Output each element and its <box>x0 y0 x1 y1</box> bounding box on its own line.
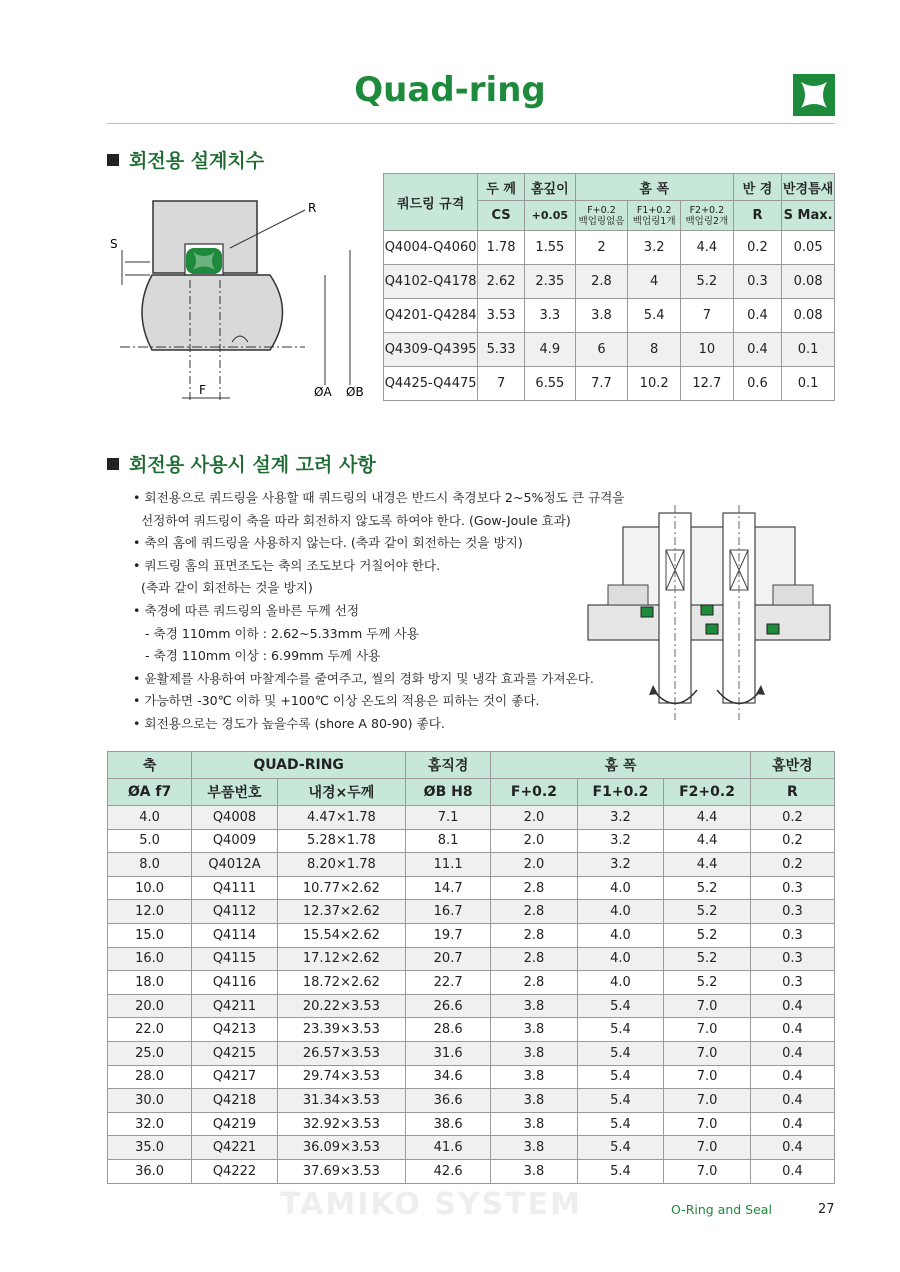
table-cell: 26.57×3.53 <box>277 1041 405 1065</box>
table-cell: 3.8 <box>491 1159 577 1183</box>
square-bullet-icon <box>107 458 119 470</box>
table-cell: 2.8 <box>491 900 577 924</box>
title-rule <box>107 123 835 124</box>
col-spec: 쿼드링 규격 <box>384 174 478 231</box>
table-cell: 7.0 <box>664 1159 751 1183</box>
table-cell: 0.2 <box>750 853 834 877</box>
table-cell: 19.7 <box>406 923 491 947</box>
table-cell: 41.6 <box>406 1136 491 1160</box>
list-item: • 축경에 따른 쿼드링의 올바른 두께 선정 <box>133 602 360 618</box>
table-cell: 31.6 <box>406 1041 491 1065</box>
table-cell: Q4221 <box>192 1136 278 1160</box>
col-size: 내경×두께 <box>277 779 405 806</box>
table-cell: 31.34×3.53 <box>277 1089 405 1113</box>
col-thick: 두 께 <box>478 174 525 201</box>
col-f: F+0.2 백업링없음 <box>575 201 628 231</box>
table-cell: Q4004-Q4060 <box>384 231 478 265</box>
table-cell: 3.8 <box>491 1089 577 1113</box>
table-cell: 28.0 <box>108 1065 192 1089</box>
table-cell: 5.4 <box>577 1065 664 1089</box>
table-cell: 3.2 <box>577 853 664 877</box>
col-f1: F1+0.2 백업링1개 <box>628 201 681 231</box>
table-cell: 4.4 <box>664 829 751 853</box>
table-cell: 0.2 <box>750 829 834 853</box>
table-cell: 0.2 <box>733 231 782 265</box>
table-row <box>108 971 835 995</box>
table-cell: 4.0 <box>577 971 664 995</box>
col-f1: F1+0.2 <box>577 779 664 806</box>
table-cell: 16.7 <box>406 900 491 924</box>
table-cell: 4.47×1.78 <box>277 806 405 830</box>
table-cell: 2.8 <box>491 947 577 971</box>
table-row <box>108 1112 835 1136</box>
table-cell: 0.4 <box>750 1065 834 1089</box>
col-gap: 반경틈새 <box>782 174 835 201</box>
table-cell: 15.0 <box>108 923 192 947</box>
table-cell: 29.74×3.53 <box>277 1065 405 1089</box>
table-cell: 4.4 <box>681 231 734 265</box>
table-cell: 0.3 <box>750 947 834 971</box>
table-cell: 23.39×3.53 <box>277 1018 405 1042</box>
table-row <box>108 1041 835 1065</box>
table-cell: 0.6 <box>733 367 782 401</box>
page-title: Quad-ring <box>354 70 546 110</box>
table-cell: 2.8 <box>491 923 577 947</box>
table-cell: 4.9 <box>524 333 575 367</box>
list-item: • 윤활제를 사용하여 마찰계수를 줄여주고, 씰의 경화 방지 및 냉각 효과를 가져온다. <box>133 670 594 686</box>
table-cell: 0.3 <box>733 265 782 299</box>
table-cell: 5.2 <box>681 265 734 299</box>
table-cell: 5.4 <box>577 1159 664 1183</box>
table-cell: 36.09×3.53 <box>277 1136 405 1160</box>
table-cell: 20.22×3.53 <box>277 994 405 1018</box>
table-cell: 4.0 <box>577 876 664 900</box>
table-cell: 7.7 <box>575 367 628 401</box>
label-f: F <box>199 383 206 397</box>
table-cell: 38.6 <box>406 1112 491 1136</box>
table-cell: 28.6 <box>406 1018 491 1042</box>
table-row <box>384 265 835 299</box>
design-dimension-table <box>383 173 835 401</box>
table-cell: 5.4 <box>577 994 664 1018</box>
table-cell: Q4213 <box>192 1018 278 1042</box>
table-cell: Q4218 <box>192 1089 278 1113</box>
list-item: - 축경 110mm 이하 : 2.62~5.33mm 두께 사용 <box>133 625 419 641</box>
table-cell: Q4114 <box>192 923 278 947</box>
label-r: R <box>308 201 317 215</box>
table-row <box>108 1136 835 1160</box>
table-cell: Q4217 <box>192 1065 278 1089</box>
table-cell: 1.55 <box>524 231 575 265</box>
table-cell: 14.7 <box>406 876 491 900</box>
table-cell: 10 <box>681 333 734 367</box>
table-cell: Q4008 <box>192 806 278 830</box>
page-number: 27 <box>818 1202 835 1217</box>
table-cell: 36.6 <box>406 1089 491 1113</box>
table-cell: 7.0 <box>664 1018 751 1042</box>
table-cell: 25.0 <box>108 1041 192 1065</box>
col-part: 부품번호 <box>192 779 278 806</box>
table-cell: 4.0 <box>577 900 664 924</box>
col-cs: CS <box>478 201 525 231</box>
table-row <box>384 367 835 401</box>
table-cell: 5.4 <box>628 299 681 333</box>
col-r: R <box>750 779 834 806</box>
table-cell: 10.77×2.62 <box>277 876 405 900</box>
table-cell: 5.2 <box>664 947 751 971</box>
table-cell: 4.4 <box>664 806 751 830</box>
section-title-design <box>107 146 264 173</box>
table-cell: 5.4 <box>577 1136 664 1160</box>
table-cell: 4 <box>628 265 681 299</box>
table-cell: 2.35 <box>524 265 575 299</box>
table-cell: 0.4 <box>750 1018 834 1042</box>
table-cell: Q4115 <box>192 947 278 971</box>
table-cell: 3.8 <box>491 1136 577 1160</box>
table-cell: Q4009 <box>192 829 278 853</box>
table-cell: 5.4 <box>577 1089 664 1113</box>
list-item: • 회전용으로 쿼드링을 사용할 때 쿼드링의 내경은 반드시 축경보다 2~5%정도 큰 규격을 <box>133 490 625 505</box>
table-cell: 4.4 <box>664 853 751 877</box>
table-row <box>108 876 835 900</box>
table-cell: 17.12×2.62 <box>277 947 405 971</box>
table-cell: 0.4 <box>750 1112 834 1136</box>
table-cell: 0.3 <box>750 900 834 924</box>
table-cell: 3.3 <box>524 299 575 333</box>
table-cell: 22.7 <box>406 971 491 995</box>
table-cell: 7.0 <box>664 1065 751 1089</box>
table-cell: 3.8 <box>491 994 577 1018</box>
col-f2: F2+0.2 <box>664 779 751 806</box>
table-cell: Q4201-Q4284 <box>384 299 478 333</box>
table-cell: 0.4 <box>750 1159 834 1183</box>
table-cell: 0.4 <box>750 1041 834 1065</box>
label-b: ØB <box>346 385 364 399</box>
table-cell: 3.8 <box>491 1065 577 1089</box>
table-cell: 2 <box>575 231 628 265</box>
table-cell: 8.1 <box>406 829 491 853</box>
table-cell: 8.0 <box>108 853 192 877</box>
table-cell: 26.6 <box>406 994 491 1018</box>
section-title-considerations <box>107 450 376 477</box>
table-cell: 20.0 <box>108 994 192 1018</box>
table-cell: 35.0 <box>108 1136 192 1160</box>
table-cell: 2.62 <box>478 265 525 299</box>
col-f2: F2+0.2 백업링2개 <box>681 201 734 231</box>
list-item: • 쿼드링 홈의 표면조도는 축의 조도보다 거칠어야 한다. <box>133 557 441 573</box>
table-cell: 5.4 <box>577 1041 664 1065</box>
table-cell: 22.0 <box>108 1018 192 1042</box>
col-r: R <box>733 201 782 231</box>
table-cell: 2.8 <box>491 971 577 995</box>
label-a: ØA <box>314 385 332 399</box>
table-cell: 4.0 <box>577 947 664 971</box>
table-cell: 3.8 <box>575 299 628 333</box>
table-cell: 12.7 <box>681 367 734 401</box>
table-cell: 18.72×2.62 <box>277 971 405 995</box>
table-cell: Q4211 <box>192 994 278 1018</box>
table-cell: Q4309-Q4395 <box>384 333 478 367</box>
table-cell: 0.4 <box>750 1089 834 1113</box>
table-cell: 0.3 <box>750 923 834 947</box>
table-cell: Q4425-Q4475 <box>384 367 478 401</box>
table-row <box>108 923 835 947</box>
design-notes-list <box>133 487 624 736</box>
table-cell: 4.0 <box>108 806 192 830</box>
label-s: S <box>110 237 118 251</box>
quad-ring-size-table <box>107 751 835 1184</box>
table-cell: 32.92×3.53 <box>277 1112 405 1136</box>
table-cell: 6 <box>575 333 628 367</box>
table-row <box>108 1089 835 1113</box>
table-cell: Q4219 <box>192 1112 278 1136</box>
table-cell: 0.4 <box>733 333 782 367</box>
col-tol: +0.05 <box>524 201 575 231</box>
table-cell: 0.1 <box>782 367 835 401</box>
table-cell: 5.4 <box>577 1112 664 1136</box>
col-f: F+0.2 <box>491 779 577 806</box>
table-cell: 37.69×3.53 <box>277 1159 405 1183</box>
section-title-text: 회전용 사용시 설계 고려 사항 <box>129 454 376 476</box>
table-cell: 3.8 <box>491 1041 577 1065</box>
table-cell: 0.4 <box>750 994 834 1018</box>
table-cell: 5.2 <box>664 900 751 924</box>
table-cell: 0.4 <box>733 299 782 333</box>
table-cell: 12.37×2.62 <box>277 900 405 924</box>
table-cell: 12.0 <box>108 900 192 924</box>
col-s: S Max. <box>782 201 835 231</box>
col-groove-radius: 홈반경 <box>750 752 834 779</box>
list-item: - 축경 110mm 이상 : 6.99mm 두께 사용 <box>133 648 381 664</box>
col-b: ØB H8 <box>406 779 491 806</box>
table-cell: 7 <box>681 299 734 333</box>
table-cell: 18.0 <box>108 971 192 995</box>
table-row <box>108 900 835 924</box>
table-row <box>108 806 835 830</box>
table-row <box>108 1018 835 1042</box>
table-cell: 1.78 <box>478 231 525 265</box>
table-cell: 0.3 <box>750 876 834 900</box>
table-cell: Q4215 <box>192 1041 278 1065</box>
list-item: • 회전용으로는 경도가 높을수록 (shore A 80-90) 좋다. <box>133 715 445 731</box>
table-cell: 7.1 <box>406 806 491 830</box>
table-cell: 7.0 <box>664 1041 751 1065</box>
table-row <box>384 231 835 265</box>
rotary-assembly-diagram <box>583 505 835 720</box>
quad-ring-logo-icon <box>793 74 835 116</box>
table-cell: 5.4 <box>577 1018 664 1042</box>
table-cell: 2.0 <box>491 853 577 877</box>
table-cell: 0.3 <box>750 971 834 995</box>
table-row <box>108 994 835 1018</box>
rotary-seal-diagram <box>110 190 375 410</box>
table-cell: 3.53 <box>478 299 525 333</box>
table-cell: 42.6 <box>406 1159 491 1183</box>
table-row <box>384 333 835 367</box>
table-cell: 7.0 <box>664 1136 751 1160</box>
table-row <box>108 1159 835 1183</box>
watermark: TAMIKO SYSTEM <box>280 1187 582 1222</box>
table-cell: 7 <box>478 367 525 401</box>
table-cell: 15.54×2.62 <box>277 923 405 947</box>
table-cell: 3.8 <box>491 1112 577 1136</box>
col-depth: 홈깊이 <box>524 174 575 201</box>
table-cell: 0.08 <box>782 299 835 333</box>
table-row <box>108 1065 835 1089</box>
table-cell: 20.7 <box>406 947 491 971</box>
table-cell: 5.2 <box>664 876 751 900</box>
table-cell: 3.2 <box>577 829 664 853</box>
section-title-text: 회전용 설계치수 <box>129 150 265 172</box>
table-cell: 5.28×1.78 <box>277 829 405 853</box>
table-cell: 2.8 <box>491 876 577 900</box>
square-bullet-icon <box>107 154 119 166</box>
table-cell: 0.08 <box>782 265 835 299</box>
table-cell: 7.0 <box>664 1089 751 1113</box>
table-cell: 5.2 <box>664 923 751 947</box>
table-cell: Q4012A <box>192 853 278 877</box>
table-cell: 4.0 <box>577 923 664 947</box>
table-cell: 32.0 <box>108 1112 192 1136</box>
col-a: ØA f7 <box>108 779 192 806</box>
table-cell: 0.2 <box>750 806 834 830</box>
table-cell: 5.33 <box>478 333 525 367</box>
table-cell: 8.20×1.78 <box>277 853 405 877</box>
table-cell: 0.05 <box>782 231 835 265</box>
table-cell: 3.2 <box>628 231 681 265</box>
col-shaft: 축 <box>108 752 192 779</box>
col-groove-width: 홈 폭 <box>491 752 751 779</box>
table-cell: 16.0 <box>108 947 192 971</box>
table-cell: 10.2 <box>628 367 681 401</box>
col-bore: 홈직경 <box>406 752 491 779</box>
footer-label: O-Ring and Seal <box>671 1202 772 1217</box>
table-cell: 2.8 <box>575 265 628 299</box>
table-cell: 7.0 <box>664 1112 751 1136</box>
table-cell: 2.0 <box>491 806 577 830</box>
table-cell: 8 <box>628 333 681 367</box>
table-cell: 0.1 <box>782 333 835 367</box>
list-item: (축과 같이 회전하는 것을 방지) <box>133 580 313 596</box>
table-cell: 7.0 <box>664 994 751 1018</box>
table-cell: Q4116 <box>192 971 278 995</box>
col-radius: 반 경 <box>733 174 782 201</box>
col-quad-ring: QUAD-RING <box>192 752 406 779</box>
list-item: • 가능하면 -30℃ 이하 및 +100℃ 이상 온도의 적용은 피하는 것이 좋다. <box>133 693 540 709</box>
table-cell: 5.0 <box>108 829 192 853</box>
table-cell: 3.2 <box>577 806 664 830</box>
table-cell: Q4112 <box>192 900 278 924</box>
table-cell: 34.6 <box>406 1065 491 1089</box>
table-row <box>108 853 835 877</box>
table-cell: 36.0 <box>108 1159 192 1183</box>
table-cell: 0.4 <box>750 1136 834 1160</box>
table-row <box>384 299 835 333</box>
table-cell: 3.8 <box>491 1018 577 1042</box>
table-cell: Q4111 <box>192 876 278 900</box>
col-width: 홈 폭 <box>575 174 733 201</box>
table-cell: 11.1 <box>406 853 491 877</box>
table-cell: Q4102-Q4178 <box>384 265 478 299</box>
list-item: • 축의 홈에 쿼드링을 사용하지 않는다. (축과 같이 회전하는 것을 방지) <box>133 535 523 551</box>
table-cell: 2.0 <box>491 829 577 853</box>
table-row <box>108 947 835 971</box>
list-item: 선정하여 쿼드링이 축을 따라 회전하지 않도록 하여야 한다. (Gow-Joule 효과) <box>133 512 571 528</box>
table-cell: 5.2 <box>664 971 751 995</box>
table-cell: 10.0 <box>108 876 192 900</box>
table-cell: 6.55 <box>524 367 575 401</box>
table-cell: 30.0 <box>108 1089 192 1113</box>
table-row <box>108 829 835 853</box>
table-cell: Q4222 <box>192 1159 278 1183</box>
